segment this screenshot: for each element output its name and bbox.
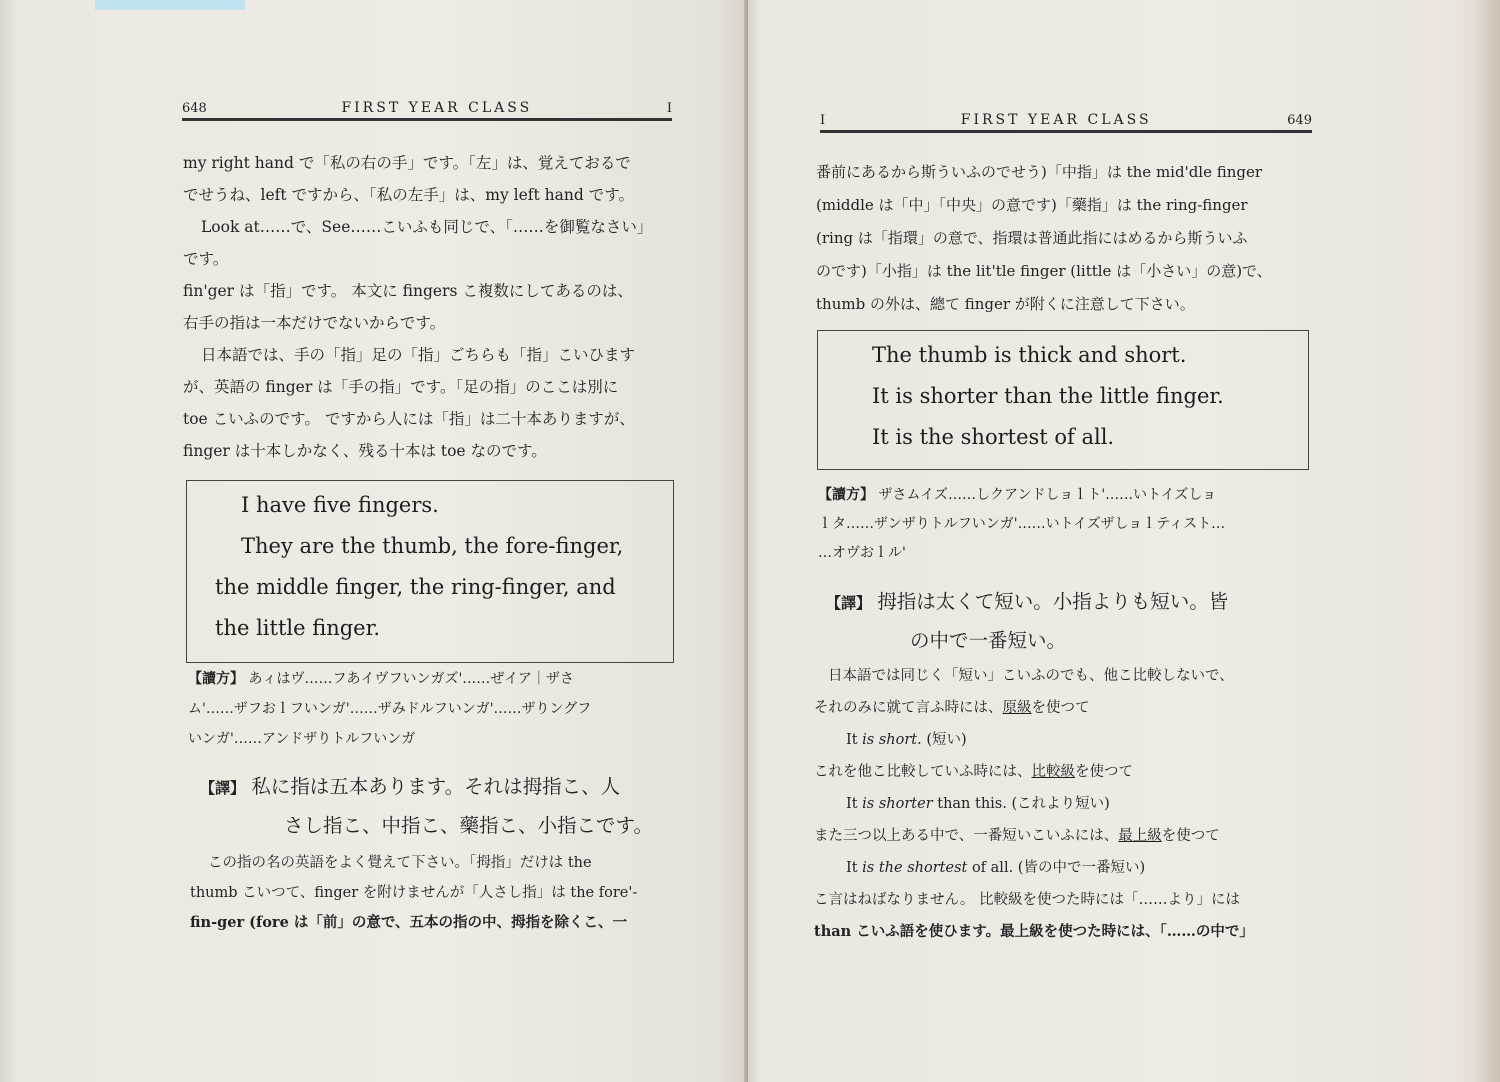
text-line: than こいふ語を使ひます。最上級を使つた時には、「……の中で」 bbox=[814, 923, 1254, 940]
left-translation-section bbox=[200, 768, 690, 844]
grammar-term-positive: 原級 bbox=[1002, 700, 1032, 716]
text-line: でせうね、left ですから、「私の左手」は、my left hand です。 bbox=[183, 186, 634, 204]
translation-line: 私に指は五本あります。それは拇指こ、人 bbox=[251, 775, 621, 798]
left-example-box bbox=[186, 480, 674, 663]
right-translation-section bbox=[826, 583, 1316, 659]
grammar-term-superlative: 最上級 bbox=[1118, 828, 1162, 844]
example-line: It is short. (短い) bbox=[846, 732, 967, 748]
text-line: 番前にあるから斯ういふのでせう)「中指」は the mid'dle finger bbox=[816, 163, 1263, 181]
text-line: 右手の指は一本だけでないからです。 bbox=[183, 314, 446, 332]
translation-line: さし指こ、中指こ、藥指こ、小指こです。 bbox=[284, 814, 653, 837]
blue-tab-strip bbox=[95, 0, 245, 10]
text-line: (ring は「指環」の意で、指環は普通此指にはめるから斯ういふ bbox=[816, 229, 1248, 247]
text-line: toe こいふのです。 ですから人には「指」は二十本ありますが、 bbox=[183, 410, 635, 428]
lesson-mark: I bbox=[820, 113, 826, 128]
right-page bbox=[748, 0, 1500, 1082]
text-line: my right hand で「私の右の手」です。「左」は、覚えておるで bbox=[183, 154, 631, 172]
text-line: Look at……で、See……こいふも同じで、「……を御覧なさい」 bbox=[201, 218, 653, 236]
example-sentence: The thumb is thick and short. bbox=[872, 343, 1187, 367]
reading-line: ザさムイズ……しクアンドしョｌト'……いトイズしョ bbox=[878, 487, 1217, 503]
right-body-text bbox=[816, 156, 1316, 321]
text-line: (middle は「中」「中央」の意です)「藥指」は the ring-finger bbox=[816, 196, 1248, 214]
example-sentence: It is shorter than the little finger. bbox=[872, 384, 1224, 408]
reading-label: 【讀方】 bbox=[818, 487, 874, 503]
right-explanation-text bbox=[814, 660, 1314, 948]
left-closing-text bbox=[190, 848, 680, 938]
text-line: fin'ger は「指」です。 本文に fingers こ複数にしてあるのは、 bbox=[183, 282, 633, 300]
text-line: こ言はねばなりません。 比較級を使つた時には「……より」には bbox=[814, 892, 1240, 908]
example-sentence: the little finger. bbox=[215, 616, 381, 640]
example-line: It is the shortest of all. (皆の中で一番短い) bbox=[846, 860, 1146, 876]
right-page-header bbox=[820, 112, 1312, 133]
example-sentence: They are the thumb, the fore-finger, bbox=[241, 534, 624, 558]
text-line: です。 bbox=[183, 250, 229, 268]
text-line: それのみに就て言ふ時には、原級を使つて bbox=[814, 700, 1090, 716]
reading-line: …オヴおｌル' bbox=[818, 545, 906, 561]
running-title: FIRST YEAR CLASS bbox=[960, 112, 1152, 128]
reading-line: ｌタ……ザンザりトルフいンガ'……いトイズザしョｌティスト… bbox=[818, 516, 1226, 532]
translation-line: の中で一番短い。 bbox=[910, 629, 1067, 652]
grammar-term-comparative: 比較級 bbox=[1031, 764, 1075, 780]
translation-label: 【譯】 bbox=[200, 779, 246, 797]
reading-line: いンガ'……アンドザりトルフいンガ bbox=[188, 731, 416, 747]
reading-label: 【讀方】 bbox=[188, 671, 244, 687]
example-line: It is shorter than this. (これより短い) bbox=[846, 796, 1110, 812]
lesson-mark: I bbox=[666, 101, 672, 116]
text-line: thumb の外は、總て finger が附くに注意して下さい。 bbox=[816, 295, 1195, 313]
text-line: finger は十本しかなく、残る十本は toe なのです。 bbox=[183, 442, 547, 460]
translation-line: 拇指は太くて短い。小指よりも短い。皆 bbox=[877, 590, 1229, 613]
page-number: 648 bbox=[182, 101, 207, 116]
page-edge-shadow bbox=[1474, 0, 1500, 1082]
example-sentence: I have five fingers. bbox=[241, 493, 439, 517]
page-number: 649 bbox=[1287, 113, 1312, 128]
text-line: 日本語では、手の「指」足の「指」ごちらも「指」こいひます bbox=[201, 346, 636, 364]
translation-label: 【譯】 bbox=[826, 594, 872, 612]
text-line: この指の名の英語をよく覺えて下さい。「拇指」だけは the bbox=[208, 855, 592, 871]
text-line: 日本語では同じく「短い」こいふのでも、他こ比較しないで、 bbox=[828, 668, 1234, 684]
text-line: のです)「小指」は the lit'tle finger (little は「小さい」の意)で、 bbox=[816, 262, 1272, 280]
left-page-header bbox=[182, 100, 672, 121]
example-sentence: the middle finger, the ring-finger, and bbox=[215, 575, 616, 599]
running-title: FIRST YEAR CLASS bbox=[341, 100, 533, 116]
reading-line: あィはヴ……フあイヴフいンガズ'……ぜイア｜ザさ bbox=[248, 671, 574, 687]
text-line: fin-ger (fore は「前」の意で、五本の指の中、拇指を除くこ、一 bbox=[190, 914, 628, 931]
text-line: が、英語の finger は「手の指」です。「足の指」のここは別に bbox=[183, 378, 619, 396]
right-reading-section bbox=[818, 481, 1318, 568]
left-body-text bbox=[183, 147, 683, 467]
left-reading-section bbox=[188, 664, 688, 754]
text-line: これを他こ比較していふ時には、比較級を使つて bbox=[814, 764, 1133, 780]
reading-line: ム'……ザフおｌフいンガ'……ザみドルフいンガ'……ザりングフ bbox=[188, 701, 592, 717]
text-line: また三つ以上ある中で、一番短いこいふには、最上級を使つて bbox=[814, 828, 1220, 844]
example-sentence: It is the shortest of all. bbox=[872, 425, 1115, 449]
right-example-box bbox=[817, 330, 1309, 470]
left-page bbox=[0, 0, 748, 1082]
text-line: thumb こいつて、finger を附けませんが「人さし指」は the fore'- bbox=[190, 885, 638, 901]
